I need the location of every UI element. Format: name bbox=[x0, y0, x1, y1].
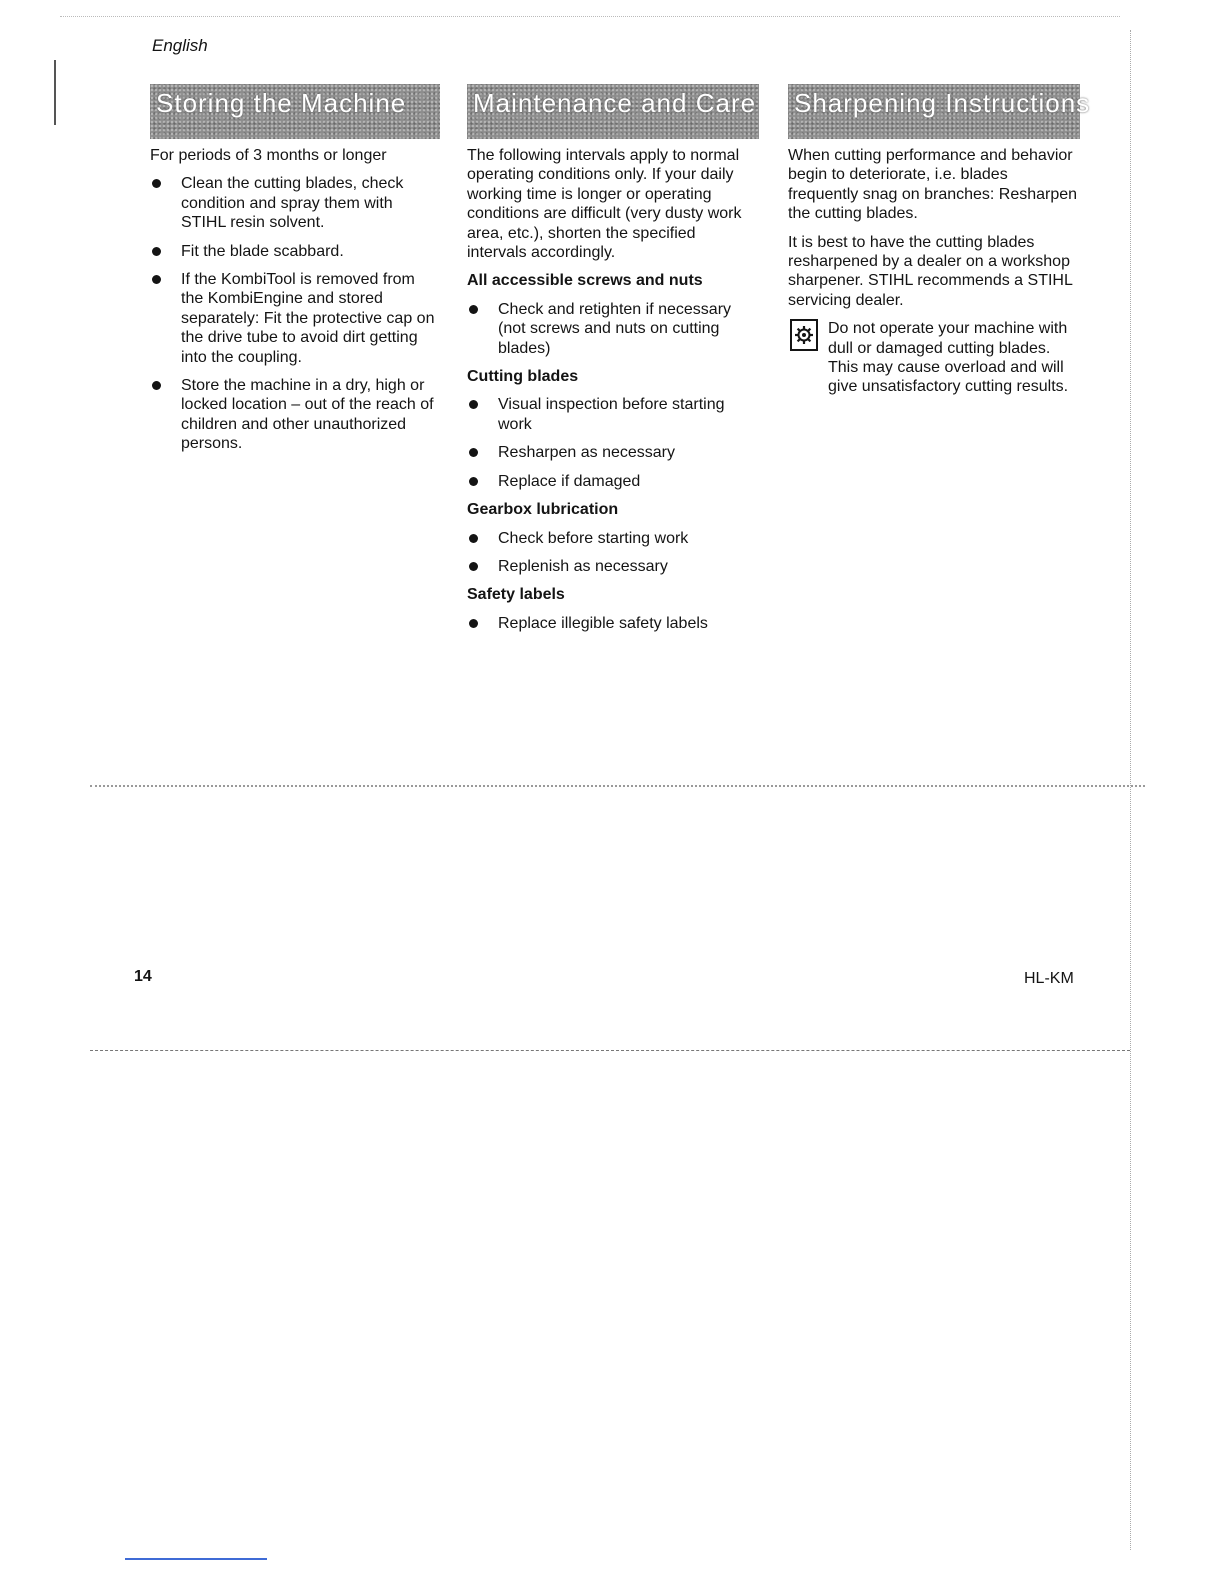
language-label: English bbox=[152, 36, 208, 55]
sharpening-paragraph: It is best to have the cutting blades resharpened by a dealer on a workshop sharpener. STIHL recommends a STIHL servicing dealer. bbox=[788, 233, 1073, 309]
list-item: Replenish as necessary bbox=[467, 557, 759, 576]
storing-list bbox=[150, 174, 440, 453]
subhead-gearbox: Gearbox lubrication bbox=[467, 501, 619, 519]
list-item: Check before starting work bbox=[467, 529, 759, 548]
list-item: If the KombiTool is removed from the KombiEngine and stored separately: Fit the protective cap on the drive tube to avoid dirt getting into the coupling. bbox=[150, 270, 440, 367]
scan-edge-right bbox=[1130, 30, 1131, 1550]
safety-labels-list bbox=[467, 614, 759, 633]
note-text: Do not operate your machine with dull or damaged cutting blades. This may cause overload and will give unsatisfactory cutting results. bbox=[828, 320, 1069, 396]
section-header-storing bbox=[150, 84, 440, 139]
bottom-underline bbox=[125, 1558, 267, 1560]
section-header-sharpening bbox=[788, 84, 1091, 139]
column-sharpening bbox=[788, 84, 1091, 406]
maintenance-intro: The following intervals apply to normal operating conditions only. If your daily working time is longer or operating conditions are difficult (very dusty work area, etc.), shorten the specified intervals accordingly. bbox=[467, 147, 742, 262]
section-header-maintenance bbox=[467, 84, 759, 139]
section-title: Sharpening Instructions bbox=[794, 88, 1091, 118]
subhead-cutting-blades: Cutting blades bbox=[467, 368, 579, 386]
page-number: 14 bbox=[134, 968, 152, 985]
column-storing bbox=[150, 84, 440, 463]
list-item: Check and retighten if necessary (not screws and nuts on cutting blades) bbox=[467, 300, 759, 358]
cutting-blades-list bbox=[467, 395, 759, 491]
fold-line bbox=[90, 785, 1145, 787]
section-title: Maintenance and Care bbox=[473, 88, 757, 118]
scan-edge-top bbox=[60, 16, 1120, 17]
scan-edge-left bbox=[54, 60, 56, 125]
gear-icon bbox=[790, 319, 818, 351]
list-item: Visual inspection before starting work bbox=[467, 395, 759, 434]
list-item: Clean the cutting blades, check condition and spray them with STIHL resin solvent. bbox=[150, 174, 440, 232]
list-item: Replace illegible safety labels bbox=[467, 614, 759, 633]
note-block bbox=[788, 319, 1080, 397]
screws-list bbox=[467, 300, 759, 358]
subhead-screws: All accessible screws and nuts bbox=[467, 272, 703, 290]
column-maintenance bbox=[467, 84, 759, 642]
gearbox-list bbox=[467, 529, 759, 577]
sharpening-paragraph: When cutting performance and behavior begin to deteriorate, i.e. blades frequently snag on branches: Resharpen the cutting blades. bbox=[788, 147, 1078, 223]
section-title: Storing the Machine bbox=[156, 88, 407, 118]
model-code: HL-KM bbox=[1024, 970, 1074, 987]
list-item: Store the machine in a dry, high or locked location – out of the reach of children and other unauthorized persons. bbox=[150, 376, 440, 454]
page-bottom-border bbox=[90, 1050, 1130, 1051]
subhead-safety-labels: Safety labels bbox=[467, 586, 565, 604]
list-item: Replace if damaged bbox=[467, 472, 759, 491]
list-item: Fit the blade scabbard. bbox=[150, 242, 440, 261]
storing-intro: For periods of 3 months or longer bbox=[150, 147, 387, 164]
list-item: Resharpen as necessary bbox=[467, 443, 759, 462]
